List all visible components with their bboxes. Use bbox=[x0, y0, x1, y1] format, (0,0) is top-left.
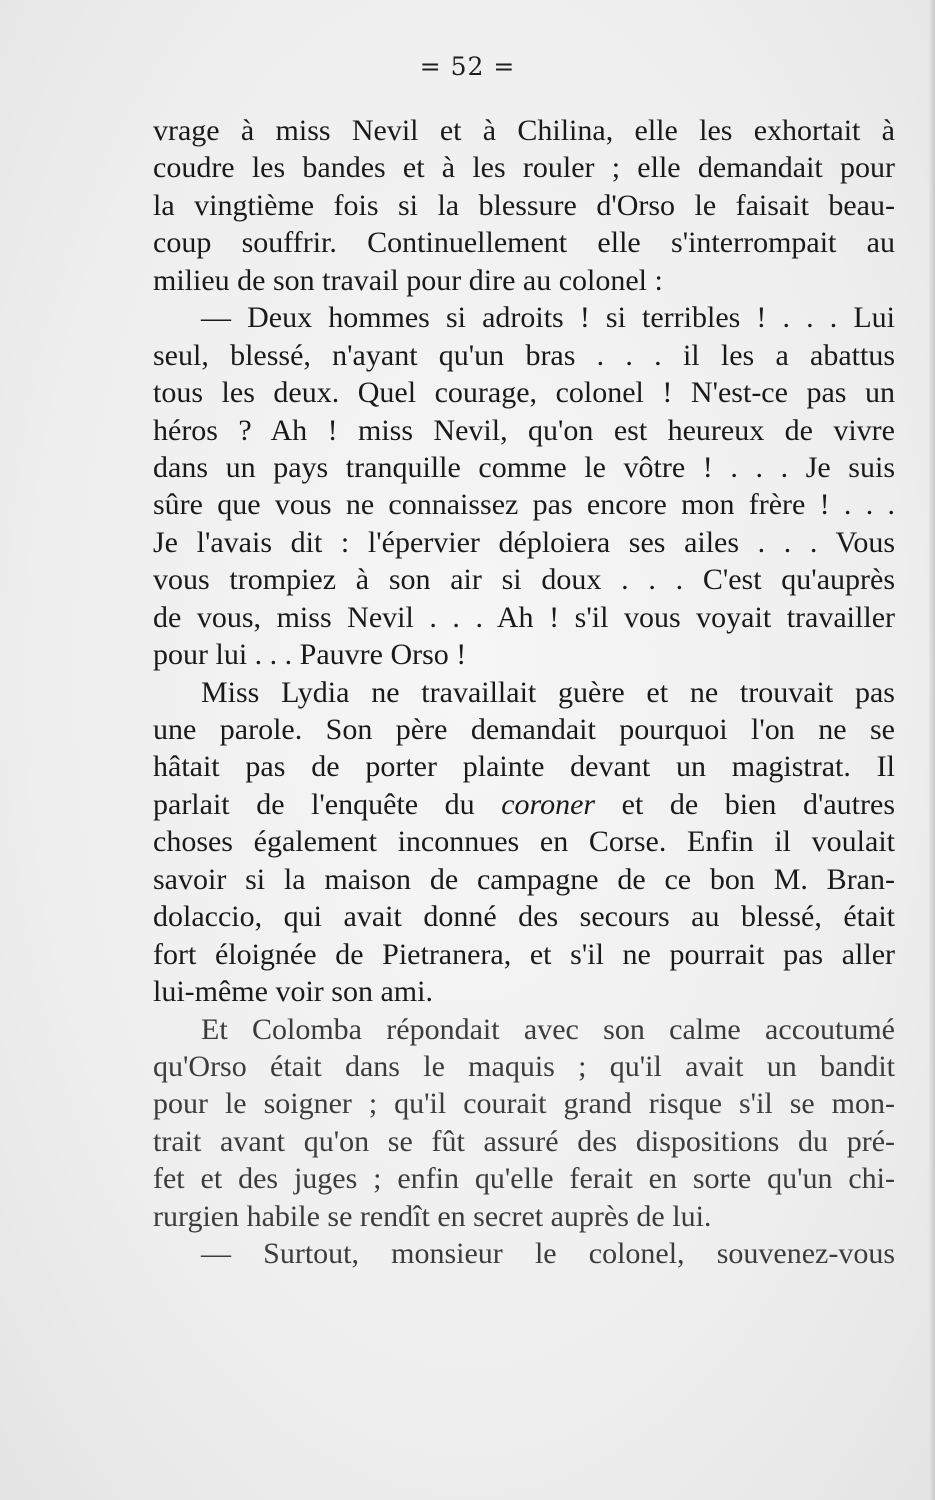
body-text bbox=[153, 112, 895, 1273]
text-segment: et de bien d'autres bbox=[595, 787, 895, 821]
text-line: une parole. Son père demandait pourquoi l'on ne se bbox=[153, 713, 895, 746]
text-line bbox=[153, 786, 895, 823]
text-line: sûre que vous ne connaissez pas encore mon frère ! . . . bbox=[153, 488, 895, 522]
text-line: coudre les bandes et à les rouler ; elle demandait pour bbox=[153, 151, 895, 185]
text-line: Miss Lydia ne travaillait guère et ne trouvait pas bbox=[201, 675, 895, 709]
text-line: — Surtout, monsieur le colonel, souvenez-vous bbox=[201, 1237, 895, 1271]
text-line: pour lui . . . Pauvre Orso ! bbox=[153, 638, 467, 672]
page-edge-shadow bbox=[929, 0, 935, 1500]
text-line: hâtait pas de porter plainte devant un magistrat. Il bbox=[153, 750, 895, 784]
text-line: dans un pays tranquille comme le vôtre ! . . . Je suis bbox=[153, 450, 895, 484]
text-line: qu'Orso était dans le maquis ; qu'il avait un bandit bbox=[153, 1049, 895, 1083]
text-line: dolaccio, qui avait donné des secours au blessé, était bbox=[153, 900, 895, 934]
text-line: milieu de son travail pour dire au colonel : bbox=[153, 263, 663, 297]
text-line: fet et des juges ; enfin qu'elle ferait en sorte qu'un chi- bbox=[153, 1162, 895, 1196]
text-line: tous les deux. Quel courage, colonel ! N'est-ce pas un bbox=[153, 376, 895, 410]
text-line: savoir si la maison de campagne de ce bon M. Bran- bbox=[153, 862, 895, 896]
text-line: seul, blessé, n'ayant qu'un bras . . . il les a abattus bbox=[153, 338, 895, 372]
text-line: vrage à miss Nevil et à Chilina, elle les exhortait à bbox=[153, 114, 895, 147]
text-line: Et Colomba répondait avec son calme accoutumé bbox=[201, 1012, 895, 1046]
text-line: Je l'avais dit : l'épervier déploiera ses ailes . . . Vous bbox=[153, 525, 895, 559]
text-line: pour le soigner ; qu'il courait grand risque s'il se mon- bbox=[153, 1087, 895, 1121]
page-number: = 52 = bbox=[419, 52, 516, 81]
text-line: rurgien habile se rendît en secret auprès de lui. bbox=[153, 1199, 712, 1233]
text-line: vous trompiez à son air si doux . . . C'est qu'auprès bbox=[153, 563, 895, 597]
text-line: — Deux hommes si adroits ! si terribles ! . . . Lui bbox=[201, 301, 895, 335]
italic-word: coroner bbox=[501, 787, 596, 821]
text-line: coup souffrir. Continuellement elle s'interrompait au bbox=[153, 226, 895, 260]
text-segment: parlait de l'enquête du bbox=[153, 787, 502, 821]
text-line: la vingtième fois si la blessure d'Orso le faisait beau- bbox=[153, 188, 895, 222]
text-line: fort éloignée de Pietranera, et s'il ne pourrait pas aller bbox=[153, 937, 895, 971]
text-line: de vous, miss Nevil . . . Ah ! s'il vous voyait travailler bbox=[153, 600, 895, 634]
text-line: choses également inconnues en Corse. Enfin il voulait bbox=[153, 825, 895, 859]
text-line: lui-même voir son ami. bbox=[153, 975, 433, 1009]
text-line: héros ? Ah ! miss Nevil, qu'on est heureux de vivre bbox=[153, 413, 895, 447]
text-line: trait avant qu'on se fût assuré des dispositions du pré- bbox=[153, 1124, 895, 1158]
